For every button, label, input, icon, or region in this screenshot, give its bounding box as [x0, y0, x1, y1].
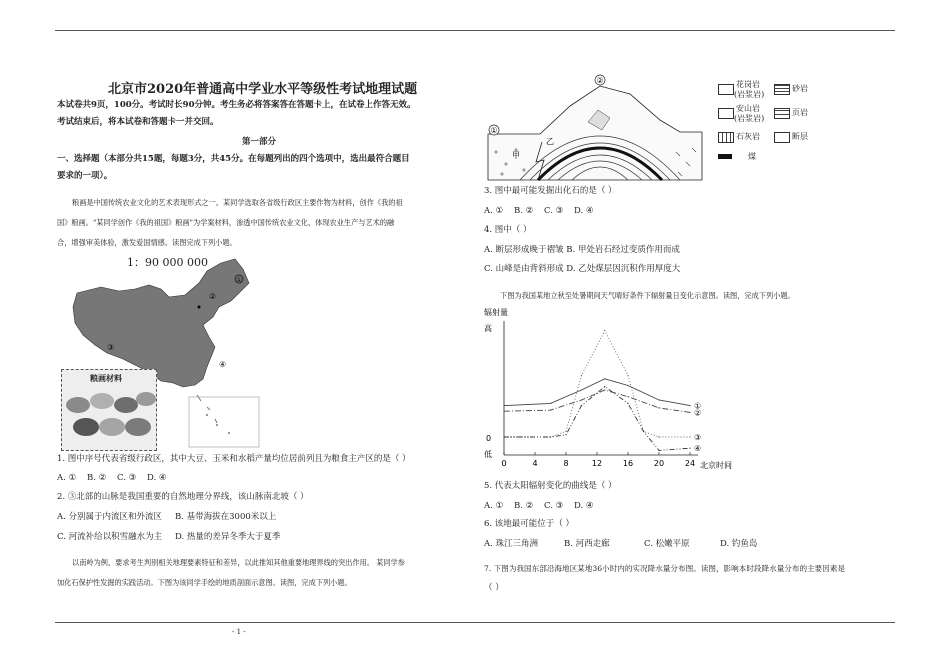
grain-material-label: 粮画材料 — [90, 373, 122, 383]
q1-stem: 1. 图中序号代表省级行政区，其中大豆、玉米和水稻产量均位居前列且为粮食主产区的是（ ） — [57, 454, 411, 464]
x-tick-label: 24 — [684, 459, 696, 468]
series-line-4 — [504, 387, 690, 451]
series-4-point — [604, 386, 605, 387]
series-1-point — [658, 399, 659, 400]
series-4-point — [550, 436, 551, 437]
passage-1-line-1: 粮画是中国传统农业文化的艺术表现形式之一。某同学选取各省级行政区主要作物为材料，创作《我的祖 — [72, 198, 403, 207]
legend-granite: 花岗岩 — [736, 80, 760, 89]
map-marker-1: ① — [235, 276, 243, 284]
section-instructions-1: 一、选择题（本部分共15题，每题3分，共45分。在每题列出的四个选项中，选出最符合题目 — [57, 154, 410, 164]
series-2-point — [550, 410, 551, 411]
grain-bowls-photo — [62, 385, 156, 449]
legend-swatch-andesite — [718, 108, 734, 119]
legend-sandstone: 砂岩 — [792, 84, 808, 93]
q6-stem: 6. 该地最可能位于（ ） — [484, 519, 575, 529]
q6-option-c[interactable]: C. 松嫩平原 — [644, 539, 690, 549]
chart-xlabel: 北京时间 — [700, 461, 732, 470]
series-2-point — [689, 412, 690, 413]
series-label-3: ③ — [694, 433, 702, 442]
series-3-point — [565, 431, 566, 432]
x-tick-label: 16 — [622, 459, 634, 468]
q1-option-b[interactable]: B. ② — [87, 473, 107, 483]
page-title: 北京市2020年普通高中学业水平等级性考试地理试题 — [108, 82, 418, 97]
series-label-1: ① — [694, 401, 702, 411]
series-3-point — [658, 436, 659, 437]
intro-line-2: 考试结束后，将本试卷和答题卡一并交回。 — [57, 117, 219, 127]
q2-option-c[interactable]: C. 河流补给以积雪融水为主 — [57, 532, 163, 542]
q1-option-c[interactable]: C. ③ — [117, 473, 137, 483]
chart-ytick-low: 低 — [484, 450, 492, 459]
series-line-3 — [504, 331, 690, 437]
series-line-1 — [504, 379, 690, 406]
legend-andesite: 安山岩 — [736, 104, 760, 113]
series-2-point — [503, 411, 504, 412]
series-4-point — [581, 405, 582, 406]
series-label-2: ② — [694, 408, 702, 418]
q3-option-b[interactable]: B. ② — [514, 206, 534, 216]
chart-ylabel: 辐射量 — [484, 308, 508, 317]
passage-2-line-2: 加化石保护性发掘的实践活动。下图为该同学手绘的地质剖面示意图。读图，完成下列小题。 — [57, 578, 352, 587]
radiation-chart-svg — [478, 305, 748, 475]
series-2-point — [658, 407, 659, 408]
q1-option-a[interactable]: A. ① — [57, 473, 77, 483]
geology-legend — [718, 80, 828, 170]
grain-material-inset — [61, 369, 157, 451]
q6-option-d[interactable]: D. 钓鱼岛 — [720, 539, 758, 549]
q3-stem: 3. 图中最可能发掘出化石的是（ ） — [484, 186, 617, 196]
legend-swatch-shale — [774, 108, 790, 119]
geology-svg — [480, 72, 710, 182]
radiation-chart — [478, 305, 748, 475]
series-4-point — [565, 434, 566, 435]
series-1-point — [581, 389, 582, 390]
legend-swatch-coal — [718, 154, 732, 159]
q4-stem: 4. 图中（ ） — [484, 225, 532, 235]
series-4-point — [658, 450, 659, 451]
q5-option-c[interactable]: C. ③ — [544, 501, 564, 511]
passage-1-line-3: 合，增强审美体验，激发爱国情感。读图完成下列小题。 — [57, 238, 237, 247]
legend-swatch-sandstone — [774, 84, 790, 95]
x-tick-label: 4 — [532, 459, 538, 468]
legend-swatch-fault — [774, 132, 790, 143]
series-label-4: ④ — [694, 444, 702, 454]
q4-options-cd[interactable]: C. 山峰是由背斜形成 D. 乙处煤层因沉积作用厚度大 — [484, 264, 681, 274]
series-4-point — [643, 431, 644, 432]
geo-marker-2: ② — [596, 76, 604, 85]
chart-ytick-high: 高 — [484, 324, 492, 333]
q7-line-2: （ ） — [484, 583, 504, 593]
q6-option-a[interactable]: A. 珠江三角洲 — [484, 539, 539, 549]
map-marker-3: ③ — [107, 343, 115, 352]
series-3-point — [689, 436, 690, 437]
series-3-point — [581, 375, 582, 376]
passage-2-line-1: 以南岭为例，要求考生判别相关地理要素特征和差异，以此推知其他重要地理界线的突出作用。 某同学参 — [72, 558, 405, 567]
legend-swatch-granite — [718, 84, 734, 95]
legend-andesite-sub: (岩浆岩) — [734, 114, 765, 123]
q6-option-b[interactable]: B. 河西走廊 — [564, 539, 610, 549]
passage-1-line-2: 国》粮画。"某同学创作《我的祖国》粮画"为学案材料，渗透中国传统农业文化，体现农业生产与艺术的融 — [57, 218, 395, 227]
map-marker-4: ④ — [219, 360, 227, 369]
legend-coal: 煤 — [748, 152, 756, 161]
x-tick-label: 12 — [591, 459, 603, 468]
x-tick-label: 8 — [563, 459, 569, 468]
q5-option-b[interactable]: B. ② — [514, 501, 534, 511]
map-scale: 1：90 000 000 — [127, 256, 208, 269]
q1-option-d[interactable]: D. ④ — [147, 473, 167, 483]
part-heading: 第一部分 — [242, 137, 277, 147]
series-4-point — [503, 436, 504, 437]
passage-3: 下图为我国某地立秋至处暑期间天气晴好条件下辐射量日变化示意图。读图，完成下列小题。 — [500, 291, 795, 300]
geo-label-jia: 甲 — [512, 151, 520, 160]
series-4-point — [627, 403, 628, 404]
page-number: - 1 - — [232, 628, 246, 636]
south-sea-islands — [206, 414, 230, 434]
x-tick-label: 0 — [501, 459, 507, 468]
q2-stem: 2. ③北部的山脉是我国重要的自然地理分界线，该山脉南北坡（ ） — [57, 492, 309, 502]
series-1-point — [550, 403, 551, 404]
chart-ytick-zero: 0 — [486, 434, 492, 443]
q3-option-c[interactable]: C. ③ — [544, 206, 564, 216]
legend-fault: 断层 — [792, 132, 808, 141]
legend-granite-sub: (岩浆岩) — [734, 90, 765, 99]
series-1-point — [689, 405, 690, 406]
series-1-point — [604, 378, 605, 379]
series-1-point — [627, 385, 628, 386]
series-3-point — [627, 375, 628, 376]
q5-option-d[interactable]: D. ④ — [574, 501, 594, 511]
top-rule — [55, 30, 895, 31]
q2-option-d[interactable]: D. 热量的差异冬季大于夏季 — [175, 532, 281, 542]
series-1-point — [503, 405, 504, 406]
q2-option-b[interactable]: B. 基带海拔在3000米以上 — [175, 512, 277, 522]
q3-option-d[interactable]: D. ④ — [574, 206, 594, 216]
series-2-point — [627, 396, 628, 397]
series-2-point — [581, 399, 582, 400]
section-instructions-2: 要求的一项）。 — [57, 171, 113, 181]
x-tick-label: 20 — [653, 459, 665, 468]
geology-cross-section — [480, 72, 710, 182]
geo-marker-1: ① — [490, 126, 498, 135]
q5-option-a[interactable]: A. ① — [484, 501, 504, 511]
q3-option-a[interactable]: A. ① — [484, 206, 504, 216]
q7-line-1: 7. 下图为我国东部沿海地区某地36小时内的实况降水量分布图。读图，影响本时段降水量分布的主要因素是 — [484, 564, 846, 573]
q4-options-ab[interactable]: A. 断层形成晚于褶皱 B. 甲处岩石经过变质作用而成 — [484, 245, 680, 255]
series-2-point — [604, 389, 605, 390]
intro-line-1: 本试卷共9页，100分。考试时长90分钟。考生务必将答案答在答题卡上，在试卷上作答无效。 — [57, 100, 416, 110]
geo-label-yi: 乙 — [546, 137, 554, 146]
q2-option-a[interactable]: A. 分别属于内流区和外流区 — [57, 512, 163, 522]
china-map-figure — [57, 255, 277, 450]
series-4-point — [689, 448, 690, 449]
legend-shale: 页岩 — [792, 108, 808, 117]
q5-stem: 5. 代表太阳辐射变化的曲线是（ ） — [484, 481, 617, 491]
series-3-point — [604, 330, 605, 331]
legend-limestone: 石灰岩 — [736, 132, 760, 141]
bottom-rule — [55, 622, 895, 623]
map-marker-2: ② — [209, 292, 217, 301]
legend-swatch-limestone — [718, 132, 734, 143]
